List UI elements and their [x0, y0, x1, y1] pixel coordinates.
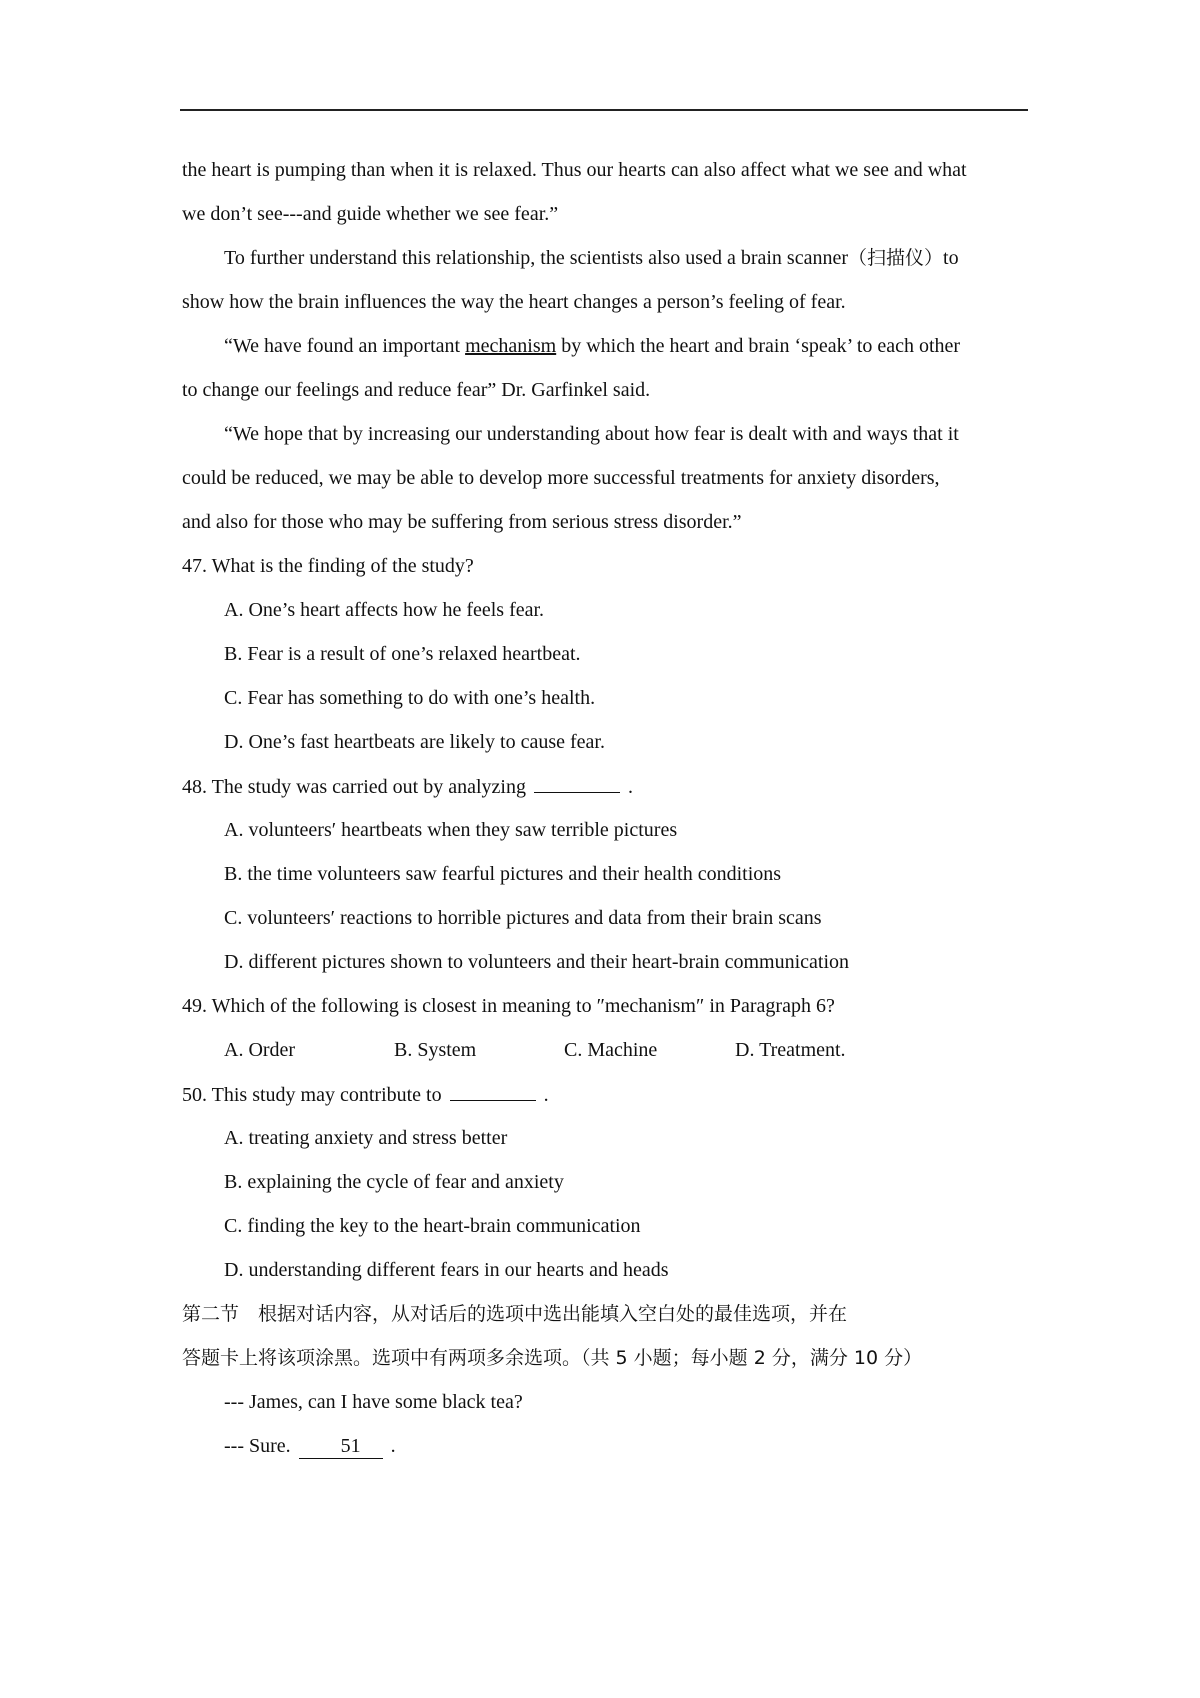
- answer-option[interactable]: B. Fear is a result of one’s relaxed heartbeat.: [224, 643, 581, 665]
- question-stem: [182, 1082, 549, 1107]
- question-stem: 47. What is the finding of the study?: [182, 555, 474, 577]
- answer-option[interactable]: C. finding the key to the heart-brain communication: [224, 1215, 641, 1237]
- answer-option[interactable]: A. treating anxiety and stress better: [224, 1127, 508, 1149]
- dialog-end: .: [390, 1435, 396, 1457]
- passage-line: [224, 246, 959, 270]
- passage-line: we don’t see---and guide whether we see fear.”: [182, 203, 559, 225]
- answer-blank[interactable]: [534, 774, 620, 793]
- section-heading: 第二节 根据对话内容，从对话后的选项中选出能填入空白处的最佳选项，并在: [182, 1303, 848, 1325]
- answer-option[interactable]: B. the time volunteers saw fearful pictures and their health conditions: [224, 863, 782, 885]
- dialog-text: --- Sure.: [224, 1435, 291, 1457]
- answer-option[interactable]: C. volunteers′ reactions to horrible pictures and data from their brain scans: [224, 907, 822, 929]
- answer-blank[interactable]: [450, 1082, 536, 1101]
- question-stem: [182, 774, 633, 799]
- passage-text: to: [943, 247, 959, 269]
- passage-text: To further understand this relationship, the scientists also used a brain scanner: [224, 247, 848, 269]
- answer-option[interactable]: D. different pictures shown to volunteers and their heart-brain communication: [224, 951, 849, 973]
- passage-line: “We hope that by increasing our understanding about how fear is dealt with and ways that it: [224, 423, 959, 445]
- answer-option[interactable]: A. volunteers′ heartbeats when they saw terrible pictures: [224, 819, 678, 841]
- question-stem: 49. Which of the following is closest in meaning to ″mechanism″ in Paragraph 6?: [182, 995, 835, 1017]
- question-text: 48. The study was carried out by analyzing: [182, 776, 526, 798]
- passage-line: [224, 334, 960, 358]
- answer-option[interactable]: D. understanding different fears in our hearts and heads: [224, 1259, 669, 1281]
- dialog-line: --- James, can I have some black tea?: [224, 1391, 523, 1413]
- passage-text: by which the heart and brain ‘speak’ to each other: [556, 335, 961, 357]
- answer-option[interactable]: C. Machine: [564, 1039, 658, 1061]
- question-end: .: [627, 776, 633, 798]
- answer-option[interactable]: A. Order: [224, 1039, 296, 1061]
- answer-option[interactable]: B. explaining the cycle of fear and anxiety: [224, 1171, 564, 1193]
- answer-option[interactable]: D. One’s fast heartbeats are likely to cause fear.: [224, 731, 605, 753]
- passage-line: and also for those who may be suffering from serious stress disorder.”: [182, 511, 742, 533]
- dialog-line: [224, 1434, 396, 1459]
- answer-option[interactable]: A. One’s heart affects how he feels fear.: [224, 599, 545, 621]
- section-heading: 答题卡上将该项涂黑。选项中有两项多余选项。（共 5 小题；每小题 2 分，满分 10 分）: [182, 1347, 923, 1369]
- numbered-blank[interactable]: 51: [299, 1434, 383, 1459]
- header-rule: [180, 109, 1028, 111]
- question-end: .: [543, 1084, 549, 1106]
- underlined-word: mechanism: [465, 335, 557, 357]
- passage-gloss: （扫描仪）: [848, 247, 944, 269]
- passage-line: to change our feelings and reduce fear” Dr. Garfinkel said.: [182, 379, 651, 401]
- answer-option[interactable]: B. System: [394, 1039, 477, 1061]
- passage-line: show how the brain influences the way the heart changes a person’s feeling of fear.: [182, 291, 846, 313]
- passage-line: the heart is pumping than when it is relaxed. Thus our hearts can also affect what we see and what: [182, 159, 967, 181]
- passage-line: could be reduced, we may be able to develop more successful treatments for anxiety disorders,: [182, 467, 940, 489]
- answer-option[interactable]: D. Treatment.: [735, 1039, 846, 1061]
- passage-text: “We have found an important: [224, 335, 466, 357]
- answer-option[interactable]: C. Fear has something to do with one’s health.: [224, 687, 596, 709]
- question-text: 50. This study may contribute to: [182, 1084, 442, 1106]
